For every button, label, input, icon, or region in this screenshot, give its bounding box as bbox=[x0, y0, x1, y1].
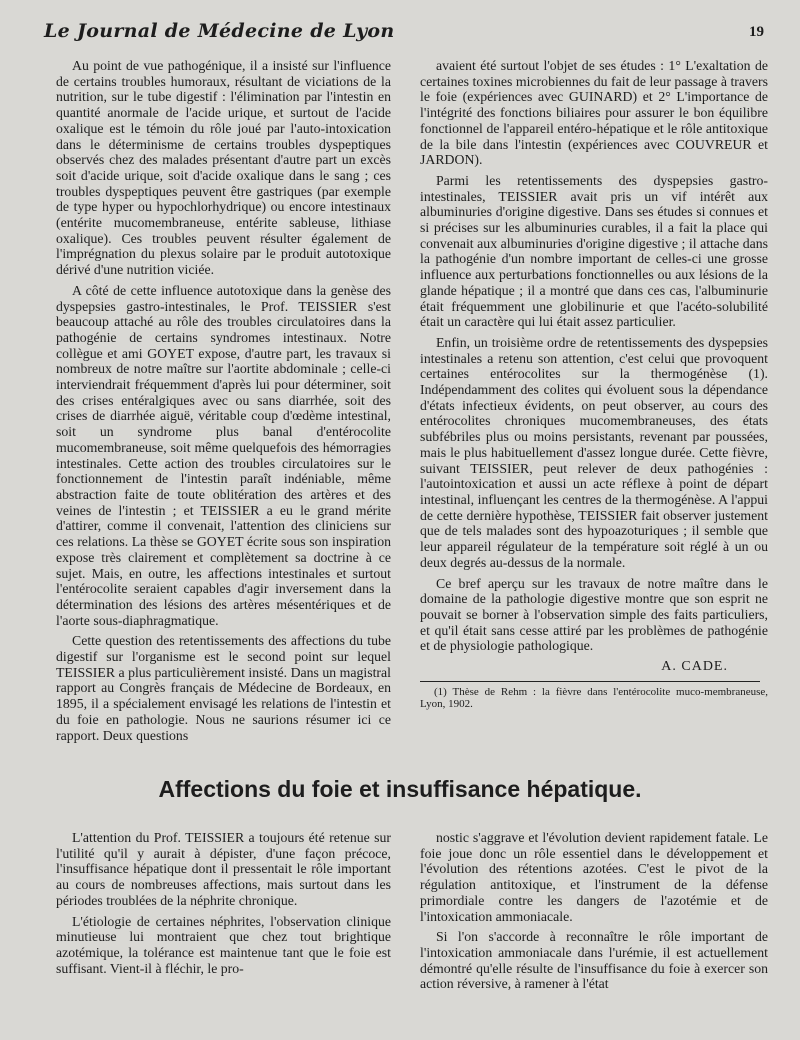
paragraph: Parmi les retentissements des dyspepsies gastro-intestinales, TEISSIER avait pris un vif intérêt aux albuminuries d'origine digestive. Dans ses études si connues et si précises sur les albuminuries curables, il a fait la place qui convenait aux albuminuries d'origine digestive ; il attache dans la pathogénie d'un nombre important de celles-ci une grosse influence aux perturbations fonctionnelles ou aux lésions de la glande hépatique ; il a montré que dans ces cas, l'albuminurie était fréquemment une globilinurie et que l'acéto-solubilité était un caractère qui lui était assez particulier. bbox=[420, 172, 768, 330]
paragraph: Si l'on s'accorde à reconnaître le rôle important de l'intoxication ammoniacale dans l'urémie, il est actuellement démontré qu'elle résulte de l'insuffisance du foie à exercer son action réversive, à ramener à l'état bbox=[420, 929, 768, 992]
paragraph: Cette question des retentissements des affections du tube digestif sur l'organisme est le second point sur lequel TEISSIER a plus particulièrement insisté. Dans un magistral rapport au Congrès français de Médecine de Bordeaux, en 1895, il a spécialement envisagé les relations de l'intestin et du foie en pathologie. Nous ne saurions résumer ici ce rapport. Deux questions bbox=[56, 633, 391, 743]
column-top-right bbox=[420, 58, 768, 711]
paragraph: nostic s'aggrave et l'évolution devient rapidement fatale. Le foie joue donc un rôle essentiel dans le développement et l'évolution des rétentions azotées. C'est le pivot de la régulation antitoxique, et l'instrument de la défense primordiale contre les dangers de l'azotémie et de l'intoxication ammoniacale. bbox=[420, 830, 768, 924]
paragraph: Au point de vue pathogénique, il a insisté sur l'influence de certains troubles humoraux, résultant de viciations de la nutrition, sur le tube digestif : l'élimination par l'intestin en quantité anormale de l'acide urique, et surtout de l'acide oxalique est le témoin du rôle joué par l'auto-intoxication dans le déterminisme de certains troubles dyspeptiques observés chez des malades présentant d'autre part un excès soit d'acide urique, soit d'acide oxalique dans le sang ; ces troubles dyspeptiques peuvent être gastriques (par exemple de type hyper ou hypochlorhydrique) ou encore intestinaux (entérite mucomembraneuse, entérite sableuse, lithiase oxalique). Ces troubles peuvent résulter également de l'imprégnation du plexus solaire par le produit autotoxique dérivé d'une nutrition viciée. bbox=[56, 58, 391, 278]
running-title: Le Journal de Médecine de Lyon bbox=[44, 20, 395, 42]
footnote: (1) Thèse de Rehm : la fièvre dans l'entérocolite muco-membraneuse, Lyon, 1902. bbox=[420, 685, 768, 711]
paragraph: A côté de cette influence autotoxique dans la genèse des dyspepsies gastro-intestinales, le Prof. TEISSIER s'est beaucoup attaché au rôle des troubles circulatoires dans la pathogénie de certains syndromes intestinaux. Notre collègue et ami GOYET expose, d'autre part, les travaux si nombreux de notre maître sur l'aortite abdominale ; celle-ci interviendrait fréquemment d'après lui pour déterminer, soit des crises entéralgiques avec ou sans diarrhée, soit des crises de diarrhée aiguë, véritable coup d'œdème intestinal, soit un syndrome plus banal d'entérocolite mucomembraneuse, soit même quelquefois des hémorragies intestinales. Cette action des troubles circulatoires sur le fonctionnement de l'intestin paraît indéniable, même abstraction faite de toute oblitération des artères et des veines de l'intestin ; et TEISSIER a eu le grand mérite d'attirer, comme il convenait, l'attention des cliniciens sur ces relations. La thèse se GOYET écrite sous son inspiration expose très clairement et complètement sa doctrine à ce sujet. Mais, en outre, les affections intestinales et surtout l'entérocolite seraient capables d'agir inversement dans la détermination des lésions des artères mésentériques et de l'aorte sous-diaphragmatique. bbox=[56, 282, 391, 628]
paragraph: Enfin, un troisième ordre de retentissements des dyspepsies intestinales a retenu son attention, c'est celui que provoquent certaines entérocolites sur la thermogénèse (1). Indépendamment des colites qui évoluent sous la dépendance d'états infectieux évidents, on peut observer, au cours des entérocolites chroniques mucomembraneuses, des états subfébriles plus ou moins persistants, revenant par poussées, mais le plus habituellement d'assez longue durée. Cette fièvre, suivant TEISSIER, peut relever de deux pathogénies : l'autointoxication et aussi un acte réflexe à point de départ intestinal, influençant les centres de la thermogénèse. A l'appui de cette dernière hypothèse, TEISSIER fait observer justement que de tels malades sont des hypoazoturiques ; il semble que leur appareil régulateur de la température soit réglé à un ou deux degrés au-dessus de la normale. bbox=[420, 334, 768, 570]
column-bottom-left bbox=[56, 830, 391, 981]
footnote-divider bbox=[420, 681, 760, 682]
paragraph: L'étiologie de certaines néphrites, l'observation clinique minutieuse lui montraient que chez tout brightique azotémique, la tolérance est maintenue tant que le foie est suffisant. Vient-il à fléchir, le pro- bbox=[56, 913, 391, 976]
paragraph: L'attention du Prof. TEISSIER a toujours été retenue sur l'utilité qu'il y aurait à dépister, d'une façon précoce, l'insuffisance hépatique dont il pressentait le rôle important au cours de nombreuses affections, mais surtout dans les périodes troublées de la néphrite chronique. bbox=[56, 830, 391, 908]
paragraph: avaient été surtout l'objet de ses études : 1° L'exaltation de certaines toxines microbiennes du fait de leur passage à travers le foie (expériences avec GUINARD) et 2° L'importance de l'intégrité des fonctions biliaires pour assurer le bon équilibre fonctionnel de l'appareil entéro-hépatique et le rôle antitoxique de la bile dans l'intestin (expériences avec COUVREUR et JARDON). bbox=[420, 58, 768, 168]
column-top-left bbox=[56, 58, 391, 748]
section-heading: Affections du foie et insuffisance hépatique. bbox=[158, 776, 642, 802]
author-signature: A. CADE. bbox=[661, 659, 728, 675]
column-bottom-right bbox=[420, 830, 768, 997]
paragraph: Ce bref aperçu sur les travaux de notre maître dans le domaine de la pathologie digestive montre que son esprit ne pouvait se borner à l'observation simple des faits particuliers, et qu'il était sans cesse attiré par les problèmes de pathogénie et de physiologie pathologique. bbox=[420, 575, 768, 654]
page-number: 19 bbox=[749, 24, 764, 40]
